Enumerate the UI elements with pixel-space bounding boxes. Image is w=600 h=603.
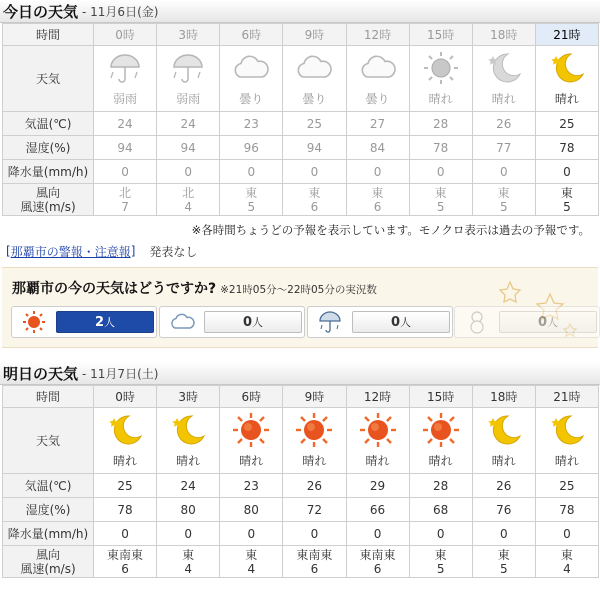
warning-status: 発表なし	[149, 244, 198, 259]
sun-icon	[20, 309, 48, 335]
moon-icon	[484, 50, 524, 89]
vote-cloudy-button[interactable]	[159, 306, 305, 338]
rain-row	[3, 522, 599, 546]
humidity-label: 湿度(%)	[3, 136, 94, 160]
weather-row	[3, 46, 599, 112]
wind-cell	[220, 184, 283, 216]
warning-bracket-close: ]	[130, 244, 136, 258]
humidity-cell: 78	[535, 136, 598, 160]
wind-direction: 東	[497, 185, 510, 200]
wind-speed: 5	[563, 199, 571, 214]
weather-label: 天気	[3, 408, 94, 474]
temp-cell: 28	[409, 112, 472, 136]
wind-direction-label: 風向	[35, 547, 60, 562]
wind-speed-label: 風速(m/s)	[20, 561, 76, 576]
wind-label	[3, 184, 94, 216]
temp-cell: 25	[535, 474, 598, 498]
rain-row	[3, 160, 599, 184]
warning-line	[0, 237, 600, 265]
vote-rainy-count: 0 人	[352, 311, 450, 333]
humidity-cell: 94	[157, 136, 220, 160]
wind-direction: 東	[182, 547, 195, 562]
cloud-icon	[294, 50, 334, 89]
hour-label: 時間	[3, 24, 94, 46]
wind-speed: 5	[499, 561, 508, 576]
weather-text: 晴れ	[491, 454, 516, 468]
weather-text: 曇り	[302, 92, 327, 106]
wind-direction: 東	[245, 185, 258, 200]
temp-row	[3, 474, 599, 498]
umbrella-icon	[168, 50, 208, 89]
humidity-cell: 72	[283, 498, 346, 522]
moon-icon	[168, 412, 208, 451]
wind-cell	[94, 546, 157, 578]
wind-speed: 6	[373, 199, 382, 214]
hour-cell: 0時	[94, 386, 157, 408]
temp-cell: 28	[409, 474, 472, 498]
sun-icon	[358, 412, 398, 451]
weather-cell	[220, 46, 283, 112]
hour-cell: 6時	[220, 24, 283, 46]
temp-cell: 24	[94, 112, 157, 136]
wind-cell	[472, 184, 535, 216]
hour-cell: 15時	[409, 24, 472, 46]
rain-label: 降水量(mm/h)	[3, 522, 94, 546]
humidity-cell: 66	[346, 498, 409, 522]
today-title: 今日の天気	[3, 2, 79, 21]
weather-text: 晴れ	[302, 454, 327, 468]
moon-icon	[105, 412, 145, 451]
rain-cell: 0	[220, 522, 283, 546]
wind-cell	[220, 546, 283, 578]
wind-cell	[283, 184, 346, 216]
hour-cell: 18時	[472, 386, 535, 408]
wind-cell	[472, 546, 535, 578]
wind-speed: 4	[563, 561, 571, 576]
today-date: - 11月6日(金)	[82, 4, 159, 19]
wind-direction: 北	[119, 185, 132, 200]
rain-cell: 0	[220, 160, 283, 184]
cloud-icon	[168, 309, 196, 335]
rain-cell: 0	[409, 522, 472, 546]
wind-cell	[157, 546, 220, 578]
rain-cell: 0	[472, 160, 535, 184]
sun-icon	[231, 412, 271, 451]
humidity-cell: 76	[472, 498, 535, 522]
wind-speed-label: 風速(m/s)	[20, 199, 76, 214]
temp-cell: 27	[346, 112, 409, 136]
temp-cell: 24	[157, 474, 220, 498]
moon-icon	[484, 412, 524, 451]
wind-direction: 東	[560, 185, 573, 200]
cloud-icon	[358, 50, 398, 89]
past-forecast-note: ※各時間ちょうどの予報を表示しています。モノクロ表示は過去の予報です。	[191, 223, 590, 237]
wind-direction: 東南東	[296, 547, 333, 562]
wind-cell	[283, 546, 346, 578]
weather-cell	[283, 408, 346, 474]
wind-direction: 東南東	[359, 547, 396, 562]
weather-text: 晴れ	[554, 92, 579, 106]
rain-cell: 0	[283, 160, 346, 184]
weather-cell	[346, 46, 409, 112]
weather-cell	[157, 46, 220, 112]
hour-row	[3, 386, 599, 408]
moon-icon	[547, 50, 587, 89]
temp-cell: 26	[472, 474, 535, 498]
poll-question-text: 那覇市の今の天気はどうですか?	[12, 281, 217, 297]
wind-cell	[409, 546, 472, 578]
rain-cell: 0	[94, 160, 157, 184]
temp-cell: 29	[346, 474, 409, 498]
humidity-cell: 78	[535, 498, 598, 522]
wind-speed: 5	[247, 199, 256, 214]
weather-text: 晴れ	[113, 454, 138, 468]
wind-direction: 東	[497, 547, 510, 562]
tomorrow-forecast-table	[2, 385, 599, 578]
weather-cell	[472, 408, 535, 474]
vote-snowy-count: 0 人	[499, 311, 597, 333]
wind-direction: 東	[560, 547, 573, 562]
humidity-cell: 94	[94, 136, 157, 160]
tomorrow-date: - 11月7日(土)	[82, 366, 159, 381]
wind-direction: 東	[434, 547, 447, 562]
wind-speed: 6	[121, 561, 129, 576]
wind-direction: 東南東	[107, 547, 144, 562]
wind-speed: 5	[499, 199, 508, 214]
weather-cell	[220, 408, 283, 474]
temp-row	[3, 112, 599, 136]
wind-cell	[409, 184, 472, 216]
sun-icon	[421, 412, 461, 451]
hour-cell: 0時	[94, 24, 157, 46]
temp-cell: 25	[94, 474, 157, 498]
weather-text: 晴れ	[428, 92, 453, 106]
hour-cell: 18時	[472, 24, 535, 46]
weather-text: 弱雨	[113, 92, 138, 106]
rain-cell: 0	[346, 522, 409, 546]
temp-cell: 26	[472, 112, 535, 136]
temp-cell: 23	[220, 112, 283, 136]
warning-link[interactable]: 那覇市の警報・注意報	[10, 244, 131, 259]
hour-cell: 9時	[283, 386, 346, 408]
hour-cell: 9時	[283, 24, 346, 46]
weather-poll	[2, 267, 598, 348]
vote-sunny-count: 2 人	[56, 311, 154, 333]
humidity-cell: 68	[409, 498, 472, 522]
weather-cell	[535, 408, 598, 474]
weather-cell	[94, 46, 157, 112]
vote-sunny-button[interactable]	[11, 306, 157, 338]
umbrella-icon	[105, 50, 145, 89]
weather-text: 晴れ	[554, 454, 579, 468]
temp-cell: 24	[157, 112, 220, 136]
rain-cell: 0	[409, 160, 472, 184]
humidity-cell: 78	[409, 136, 472, 160]
tomorrow-header	[0, 362, 600, 385]
humidity-row	[3, 136, 599, 160]
rain-cell: 0	[94, 522, 157, 546]
humidity-cell: 77	[472, 136, 535, 160]
humidity-row	[3, 498, 599, 522]
wind-cell	[346, 546, 409, 578]
rain-cell: 0	[283, 522, 346, 546]
wind-speed: 5	[436, 199, 445, 214]
hour-cell-current: 21時	[535, 24, 598, 46]
wind-cell	[94, 184, 157, 216]
temp-cell: 23	[220, 474, 283, 498]
rain-cell: 0	[157, 522, 220, 546]
wind-row	[3, 184, 599, 216]
sun-icon	[294, 412, 334, 451]
rain-label: 降水量(mm/h)	[3, 160, 94, 184]
wind-speed: 4	[247, 561, 256, 576]
wind-row	[3, 546, 599, 578]
humidity-cell: 96	[220, 136, 283, 160]
wind-speed: 7	[121, 199, 129, 214]
weather-text: 晴れ	[491, 92, 516, 106]
temp-cell: 26	[283, 474, 346, 498]
wind-cell	[157, 184, 220, 216]
humidity-cell: 78	[94, 498, 157, 522]
hour-cell: 3時	[157, 386, 220, 408]
hour-cell: 3時	[157, 24, 220, 46]
tomorrow-title: 明日の天気	[3, 364, 79, 383]
humidity-cell: 84	[346, 136, 409, 160]
vote-rainy-button[interactable]	[307, 306, 453, 338]
wind-speed: 5	[436, 561, 445, 576]
hour-row	[3, 24, 599, 46]
humidity-cell: 80	[157, 498, 220, 522]
hour-cell: 12時	[346, 24, 409, 46]
wind-direction: 北	[182, 185, 195, 200]
poll-question	[12, 278, 377, 298]
temp-label: 気温(℃)	[3, 474, 94, 498]
wind-speed: 6	[310, 561, 319, 576]
humidity-cell: 80	[220, 498, 283, 522]
weather-cell	[346, 408, 409, 474]
humidity-cell: 94	[283, 136, 346, 160]
weather-cell	[283, 46, 346, 112]
wind-label	[3, 546, 94, 578]
weather-text: 晴れ	[428, 454, 453, 468]
wind-cell	[535, 546, 598, 578]
today-header	[0, 0, 600, 23]
weather-cell	[94, 408, 157, 474]
snowman-icon	[463, 309, 491, 335]
wind-direction: 東	[308, 185, 321, 200]
weather-text: 晴れ	[176, 454, 201, 468]
weather-text: 曇り	[239, 92, 264, 106]
vote-snowy-button[interactable]	[454, 306, 600, 338]
temp-cell: 25	[283, 112, 346, 136]
sun-icon	[421, 50, 461, 89]
wind-direction: 東	[434, 185, 447, 200]
moon-icon	[547, 412, 587, 451]
hour-cell: 21時	[535, 386, 598, 408]
hour-label: 時間	[3, 386, 94, 408]
weather-text: 晴れ	[365, 454, 390, 468]
wind-speed: 4	[184, 561, 192, 576]
rain-cell: 0	[472, 522, 535, 546]
rain-cell: 0	[157, 160, 220, 184]
cloud-icon	[231, 50, 271, 89]
weather-cell	[472, 46, 535, 112]
wind-cell	[535, 184, 598, 216]
temp-label: 気温(℃)	[3, 112, 94, 136]
humidity-label: 湿度(%)	[3, 498, 94, 522]
weather-text: 晴れ	[239, 454, 264, 468]
wind-direction: 東	[245, 547, 258, 562]
wind-speed: 6	[310, 199, 319, 214]
warning-bracket-open: [	[6, 244, 11, 258]
hour-cell: 15時	[409, 386, 472, 408]
hour-cell: 12時	[346, 386, 409, 408]
weather-cell	[535, 46, 598, 112]
umbrella-icon	[316, 309, 344, 335]
poll-subtitle: ※21時05分～22時05分の実況数	[220, 284, 377, 296]
hour-cell: 6時	[220, 386, 283, 408]
weather-text: 弱雨	[176, 92, 201, 106]
rain-cell: 0	[346, 160, 409, 184]
wind-speed: 6	[373, 561, 382, 576]
weather-cell	[409, 408, 472, 474]
rain-cell: 0	[535, 522, 598, 546]
wind-cell	[346, 184, 409, 216]
today-forecast-table	[2, 23, 599, 216]
weather-cell	[157, 408, 220, 474]
weather-label: 天気	[3, 46, 94, 112]
wind-direction-label: 風向	[35, 185, 60, 200]
weather-text: 曇り	[365, 92, 390, 106]
vote-cloudy-count: 0 人	[204, 311, 302, 333]
rain-cell: 0	[535, 160, 598, 184]
wind-speed: 4	[184, 199, 192, 214]
weather-row	[3, 408, 599, 474]
wind-direction: 東	[371, 185, 384, 200]
weather-cell	[409, 46, 472, 112]
temp-cell: 25	[535, 112, 598, 136]
